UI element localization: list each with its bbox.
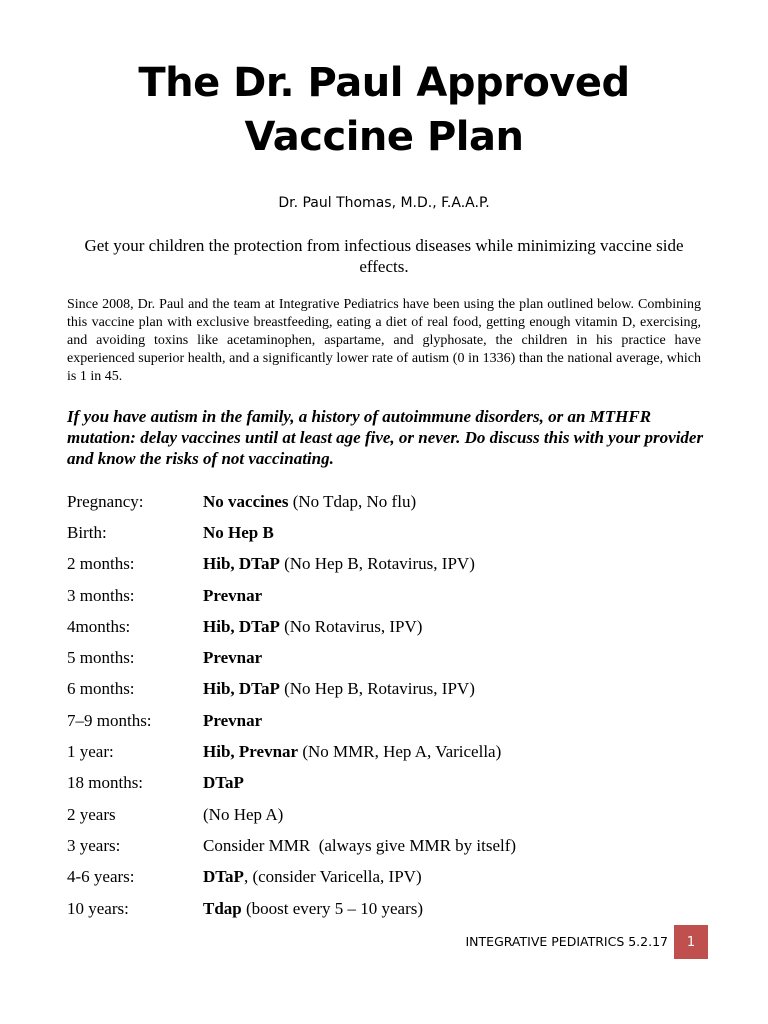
schedule-age: 2 months: — [67, 554, 135, 574]
schedule-vaccines — [203, 523, 274, 543]
schedule-vaccines — [203, 742, 501, 762]
schedule-age: 6 months: — [67, 679, 135, 699]
schedule-vaccines-note: (No Hep A) — [203, 804, 284, 824]
schedule-row — [67, 549, 707, 580]
schedule-row — [67, 705, 707, 736]
page-number-badge: 1 — [674, 925, 708, 959]
schedule-vaccines-note: (No MMR, Hep A, Varicella) — [298, 742, 502, 762]
schedule-vaccines-bold: Hib, DTaP — [203, 554, 280, 574]
intro-paragraph: Since 2008, Dr. Paul and the team at Integrative Pediatrics have been using the plan outlined below. Combining this vaccine plan with exclusive breastfeeding, eating a diet of real food, getting enough vitamin D, exercising, and avoiding toxins like acetaminophen, aspartame, and glyphosate, the children in his practice have experienced superior health, and a significantly lower rate of autism (0 in 1336) than the national average, which is 1 in 45. — [67, 297, 701, 384]
schedule-vaccines — [203, 867, 422, 887]
schedule-vaccines-note: (boost every 5 – 10 years) — [241, 898, 424, 918]
schedule-vaccines — [203, 836, 516, 856]
schedule-vaccines — [203, 711, 262, 731]
schedule-row — [67, 580, 707, 611]
schedule-vaccines — [203, 773, 244, 793]
schedule-vaccines — [203, 648, 262, 668]
schedule-vaccines — [203, 899, 423, 919]
schedule-vaccines-bold: No Hep B — [203, 522, 274, 542]
schedule-row — [67, 486, 707, 517]
schedule-age: 3 months: — [67, 585, 135, 605]
title-line-1: The Dr. Paul Approved — [138, 60, 630, 106]
schedule-row — [67, 642, 707, 673]
schedule-vaccines-note: (No Rotavirus, IPV) — [279, 616, 423, 636]
schedule-age: Pregnancy: — [67, 491, 144, 511]
schedule-vaccines-bold: No vaccines — [203, 491, 289, 511]
schedule-vaccines-note: (No Hep B, Rotavirus, IPV) — [279, 679, 475, 699]
warning-paragraph: If you have autism in the family, a history of autoimmune disorders, or an MTHFR mutation: delay vaccines until at least age five, or never. Do discuss this with your provider and know the risks of not vaccinating. — [67, 407, 704, 468]
schedule-vaccines-bold: Hib, Prevnar — [203, 742, 299, 762]
schedule-vaccines-note: Consider MMR (always give MMR by itself) — [203, 835, 517, 855]
page-footer — [420, 925, 708, 959]
schedule-age: 5 months: — [67, 648, 135, 668]
schedule-vaccines-note: (No Tdap, No flu) — [288, 491, 417, 511]
author-line: Dr. Paul Thomas, M.D., F.A.A.P. — [278, 195, 490, 211]
schedule-vaccines — [203, 805, 283, 825]
schedule-age: 3 years: — [67, 835, 121, 855]
schedule-vaccines-bold: Tdap — [203, 898, 242, 918]
schedule-age: 1 year: — [67, 742, 114, 762]
schedule-age: 2 years — [67, 804, 116, 824]
schedule-vaccines-bold: Prevnar — [203, 585, 263, 605]
schedule-vaccines-bold: DTaP — [203, 867, 244, 887]
schedule-vaccines-bold: Prevnar — [203, 648, 263, 668]
title-line-2: Vaccine Plan — [244, 114, 524, 160]
schedule-row — [67, 893, 707, 924]
schedule-row — [67, 862, 707, 893]
schedule-row — [67, 674, 707, 705]
schedule-vaccines-note: , (consider Varicella, IPV) — [243, 867, 422, 887]
schedule-age: 10 years: — [67, 898, 129, 918]
footer-text: INTEGRATIVE PEDIATRICS 5.2.17 — [465, 934, 668, 949]
schedule-vaccines — [203, 492, 416, 512]
schedule-row — [67, 768, 707, 799]
schedule-age: 4-6 years: — [67, 867, 135, 887]
vaccine-schedule — [67, 486, 707, 924]
schedule-age: 7–9 months: — [67, 710, 152, 730]
schedule-row — [67, 736, 707, 767]
schedule-vaccines-note: (No Hep B, Rotavirus, IPV) — [279, 554, 475, 574]
schedule-row — [67, 830, 707, 861]
schedule-vaccines — [203, 554, 475, 574]
page-title — [0, 56, 768, 164]
schedule-vaccines — [203, 679, 475, 699]
schedule-vaccines — [203, 617, 422, 637]
schedule-vaccines-bold: Hib, DTaP — [203, 679, 280, 699]
schedule-vaccines-bold: Hib, DTaP — [203, 616, 280, 636]
schedule-age: Birth: — [67, 522, 107, 542]
schedule-vaccines — [203, 586, 262, 606]
schedule-vaccines-bold: Prevnar — [203, 710, 263, 730]
tagline: Get your children the protection from infectious diseases while minimizing vaccine side effects. — [84, 236, 684, 276]
schedule-row — [67, 517, 707, 548]
schedule-age: 18 months: — [67, 773, 144, 793]
schedule-vaccines-bold: DTaP — [203, 773, 244, 793]
schedule-row — [67, 799, 707, 830]
schedule-age: 4months: — [67, 616, 131, 636]
schedule-row — [67, 611, 707, 642]
